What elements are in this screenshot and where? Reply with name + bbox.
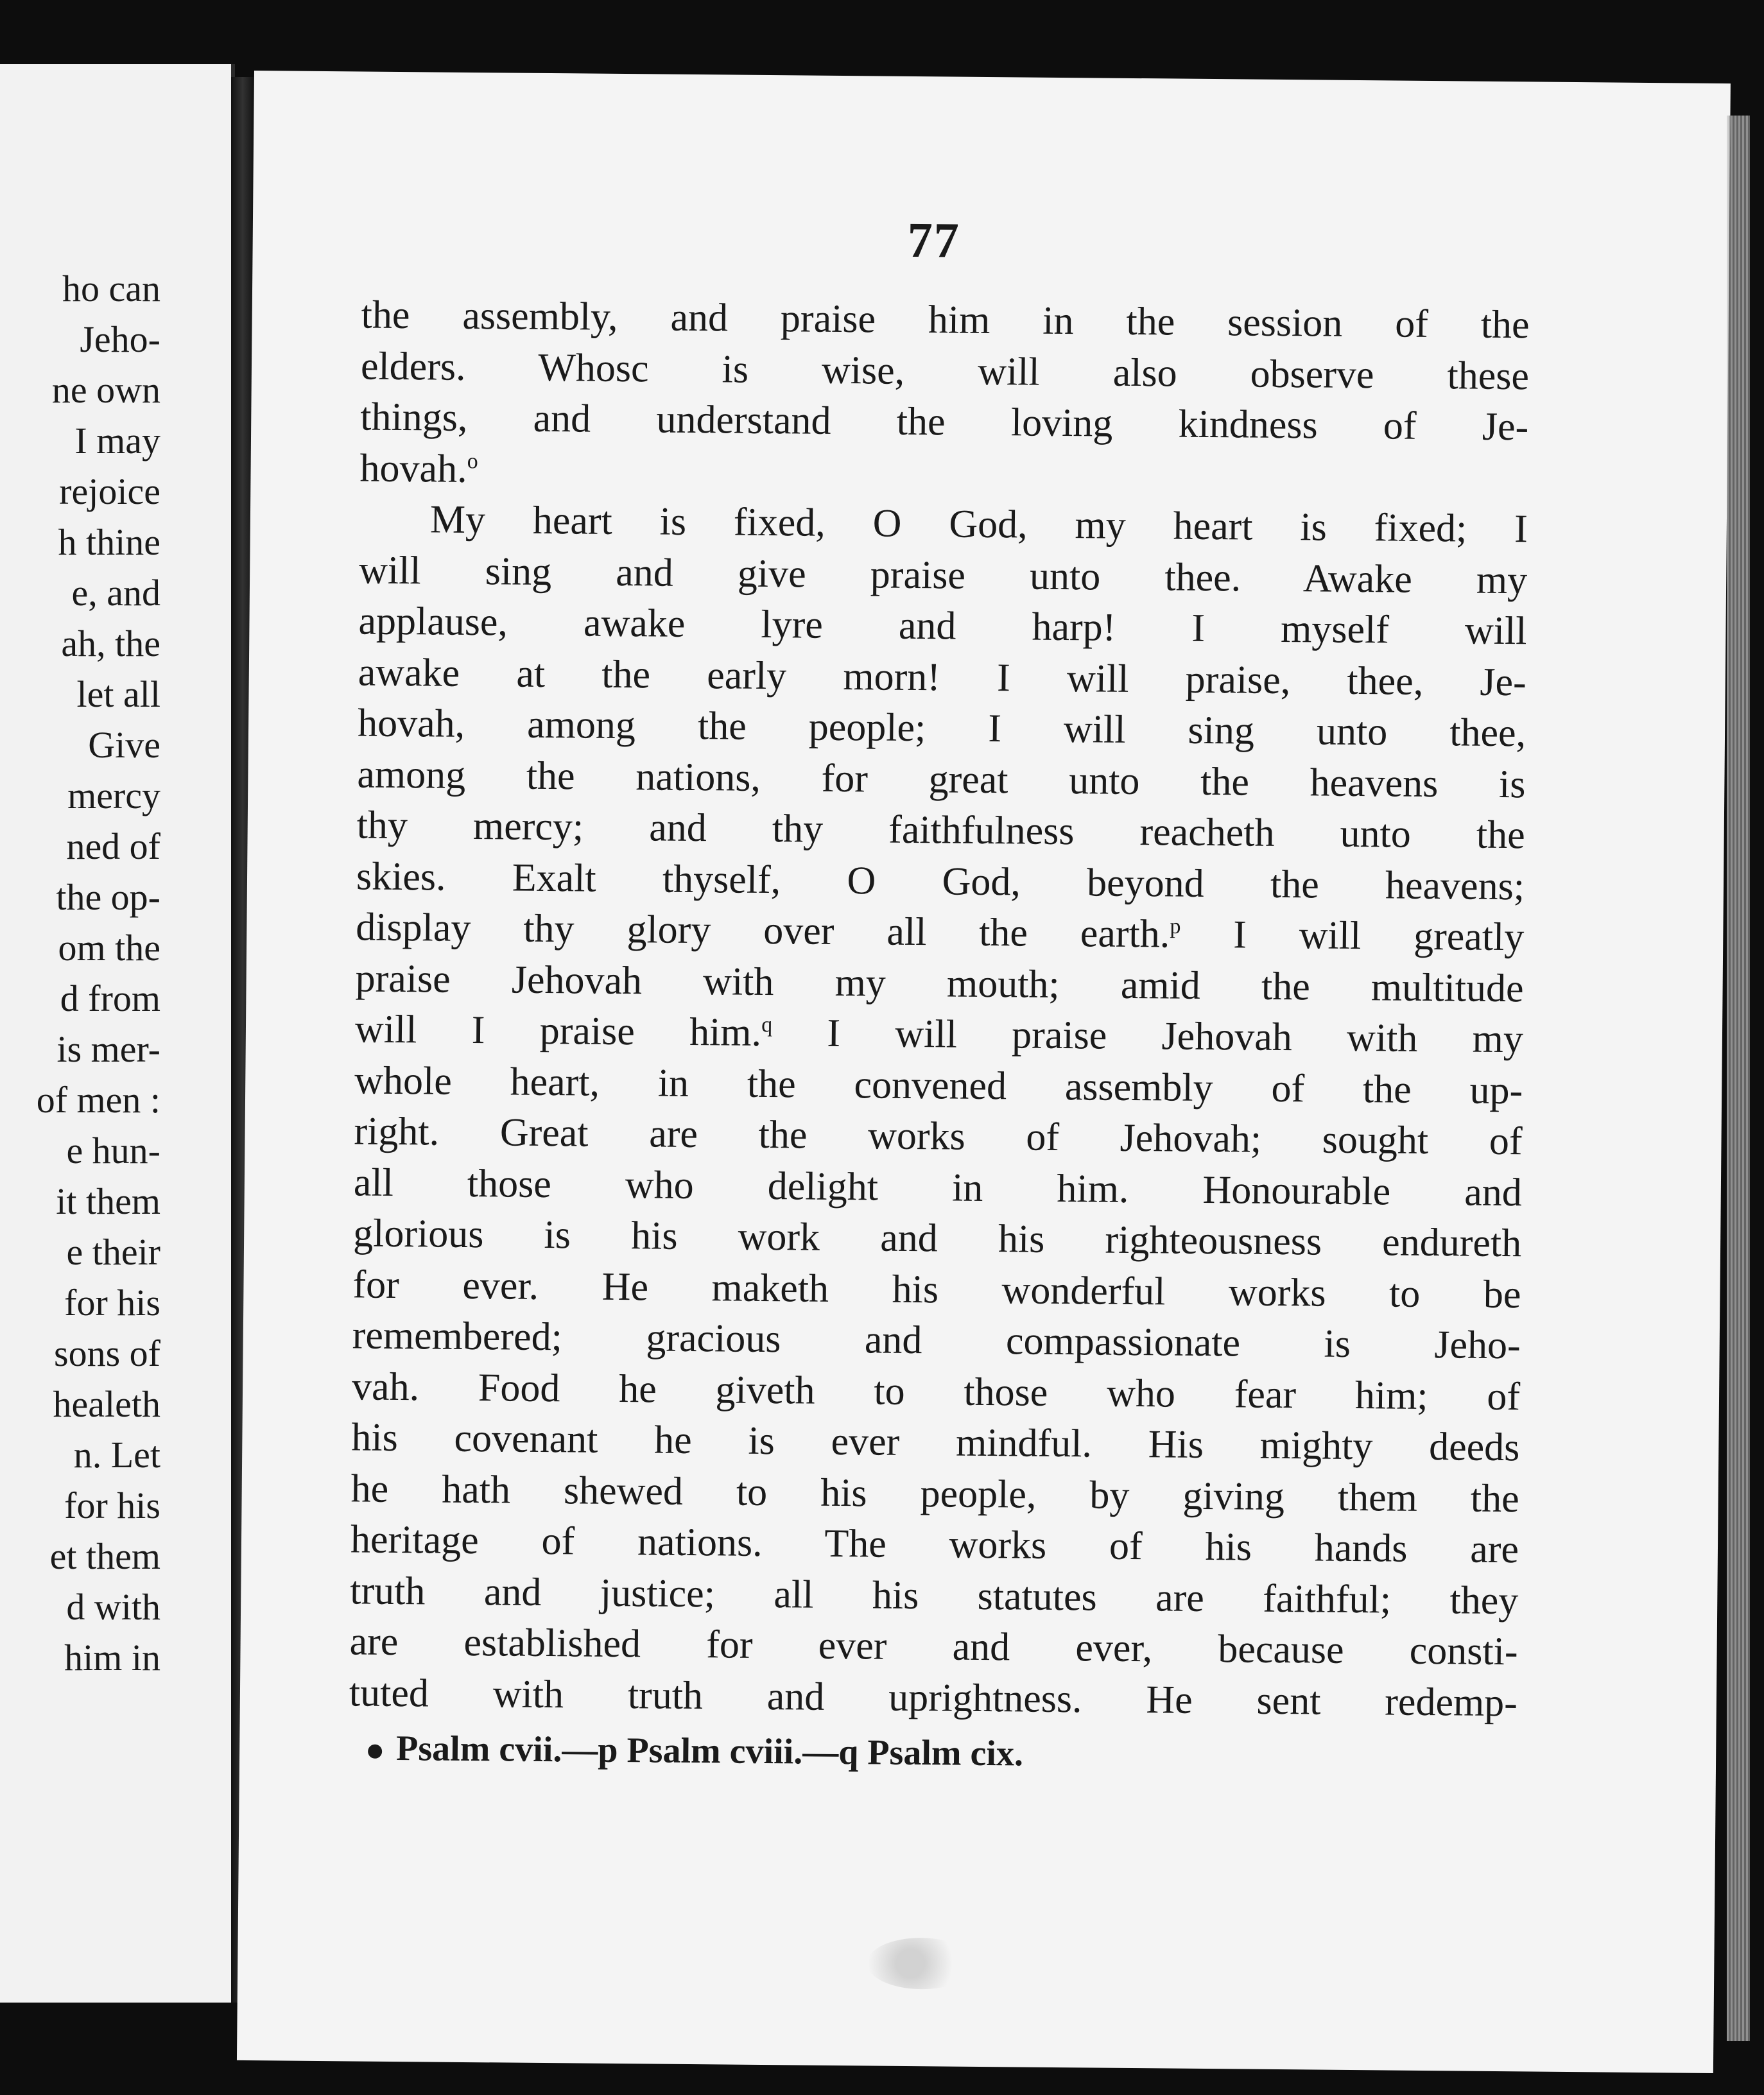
text-line: My heart is fixed, O God, my heart is fixed; I — [429, 497, 1528, 551]
text-line: are established for ever and ever, because consti- — [349, 1619, 1518, 1674]
right-page — [237, 71, 1731, 2073]
text-line: applause, awake lyre and harp! I myself will — [358, 599, 1527, 653]
left-line: I may — [74, 420, 160, 461]
footnote-text: Psalm cvii.—p Psalm cviii.—q Psalm cix. — [395, 1729, 1024, 1774]
left-line: let all — [76, 673, 160, 715]
left-line: om the — [58, 927, 160, 969]
ink-smudge-icon — [867, 1937, 976, 1989]
left-line: mercy — [67, 775, 160, 816]
left-line: et them — [49, 1535, 160, 1577]
text-line: the assembly, and praise him in the session of the — [361, 293, 1530, 347]
line-text: I will praise Jehovah with my — [827, 1011, 1524, 1062]
text-line: his covenant he is ever mindful. His mighty deeds — [351, 1415, 1520, 1470]
text-line: heritage of nations. The works of his hands are — [350, 1517, 1519, 1572]
text-line: tuted with truth and uprightness. He sent redemp- — [349, 1670, 1518, 1725]
page-number: 77 — [907, 211, 961, 268]
text-line — [356, 902, 1525, 963]
text-line: elders. Whosc is wise, will also observe these — [360, 343, 1530, 398]
left-line: is mer- — [56, 1028, 160, 1070]
left-line: ho can — [62, 268, 160, 309]
left-line: for his — [64, 1485, 160, 1526]
text-line: will sing and give praise unto thee. Awake my — [358, 547, 1528, 602]
left-line: e their — [66, 1231, 160, 1273]
footnotes — [368, 1728, 1023, 1775]
left-line: Give — [88, 724, 160, 766]
left-line: h thine — [58, 521, 160, 563]
left-line: ah, the — [61, 623, 160, 664]
text-line: thy mercy; and thy faithfulness reacheth unto the — [356, 803, 1525, 858]
text-line: hovah, among the people; I will sing unto thee, — [357, 701, 1526, 755]
text-line: awake at the early morn! I will praise, thee, Je- — [358, 650, 1527, 704]
note-mark: q — [761, 1013, 773, 1037]
line-text: display thy glory over all the earth. — [356, 905, 1170, 956]
left-line: n. Let — [73, 1434, 160, 1476]
left-line: of men : — [36, 1079, 160, 1121]
body-text — [349, 289, 1530, 1729]
left-page-text — [0, 263, 160, 1683]
left-line: the op- — [56, 876, 160, 918]
text-line: vah. Food he giveth to those who fear him; of — [351, 1364, 1521, 1418]
left-line: ne own — [51, 369, 160, 411]
left-line: him in — [64, 1637, 160, 1678]
line-text: hovah. — [359, 445, 467, 491]
line-text: I will greatly — [1232, 913, 1525, 960]
left-line: Jeho- — [80, 318, 160, 360]
left-line: e hun- — [66, 1130, 160, 1171]
left-line: ned of — [66, 825, 160, 867]
text-line: he hath shewed to his people, by giving them the — [350, 1466, 1519, 1521]
text-line: right. Great are the works of Jehovah; sought of — [354, 1109, 1523, 1164]
text-line: remembered; gracious and compassionate is Jeho- — [352, 1313, 1521, 1368]
footnote-bullet-icon — [368, 1745, 382, 1759]
text-line: glorious is his work and his righteousness endureth — [352, 1211, 1522, 1266]
text-line: all those who delight in him. Honourable and — [353, 1160, 1523, 1214]
note-mark: o — [467, 449, 478, 473]
left-line: rejoice — [59, 470, 160, 512]
text-line — [355, 1004, 1524, 1065]
text-line: among the nations, for great unto the heavens is — [357, 752, 1526, 806]
left-line: sons of — [54, 1332, 160, 1374]
text-line: praise Jehovah with my mouth; amid the multitude — [355, 956, 1524, 1010]
left-line: for his — [64, 1282, 160, 1323]
text-line: whole heart, in the convened assembly of the up- — [354, 1058, 1523, 1112]
left-line: d from — [60, 978, 160, 1019]
left-facing-page — [0, 64, 235, 2003]
left-line: it them — [56, 1180, 160, 1222]
left-line: healeth — [53, 1383, 160, 1425]
text-line: things, and understand the loving kindness of Je- — [360, 395, 1529, 449]
note-mark: p — [1170, 914, 1181, 938]
text-line: truth and justice; all his statutes are faithful; they — [350, 1568, 1519, 1623]
line-text: will I praise him. — [354, 1007, 762, 1055]
text-line: for ever. He maketh his wonderful works to be — [352, 1262, 1521, 1316]
left-line: d with — [66, 1586, 160, 1628]
page-stack-edge — [1727, 116, 1750, 2041]
left-line: e, and — [71, 572, 160, 614]
text-line: skies. Exalt thyself, O God, beyond the heavens; — [356, 854, 1525, 908]
